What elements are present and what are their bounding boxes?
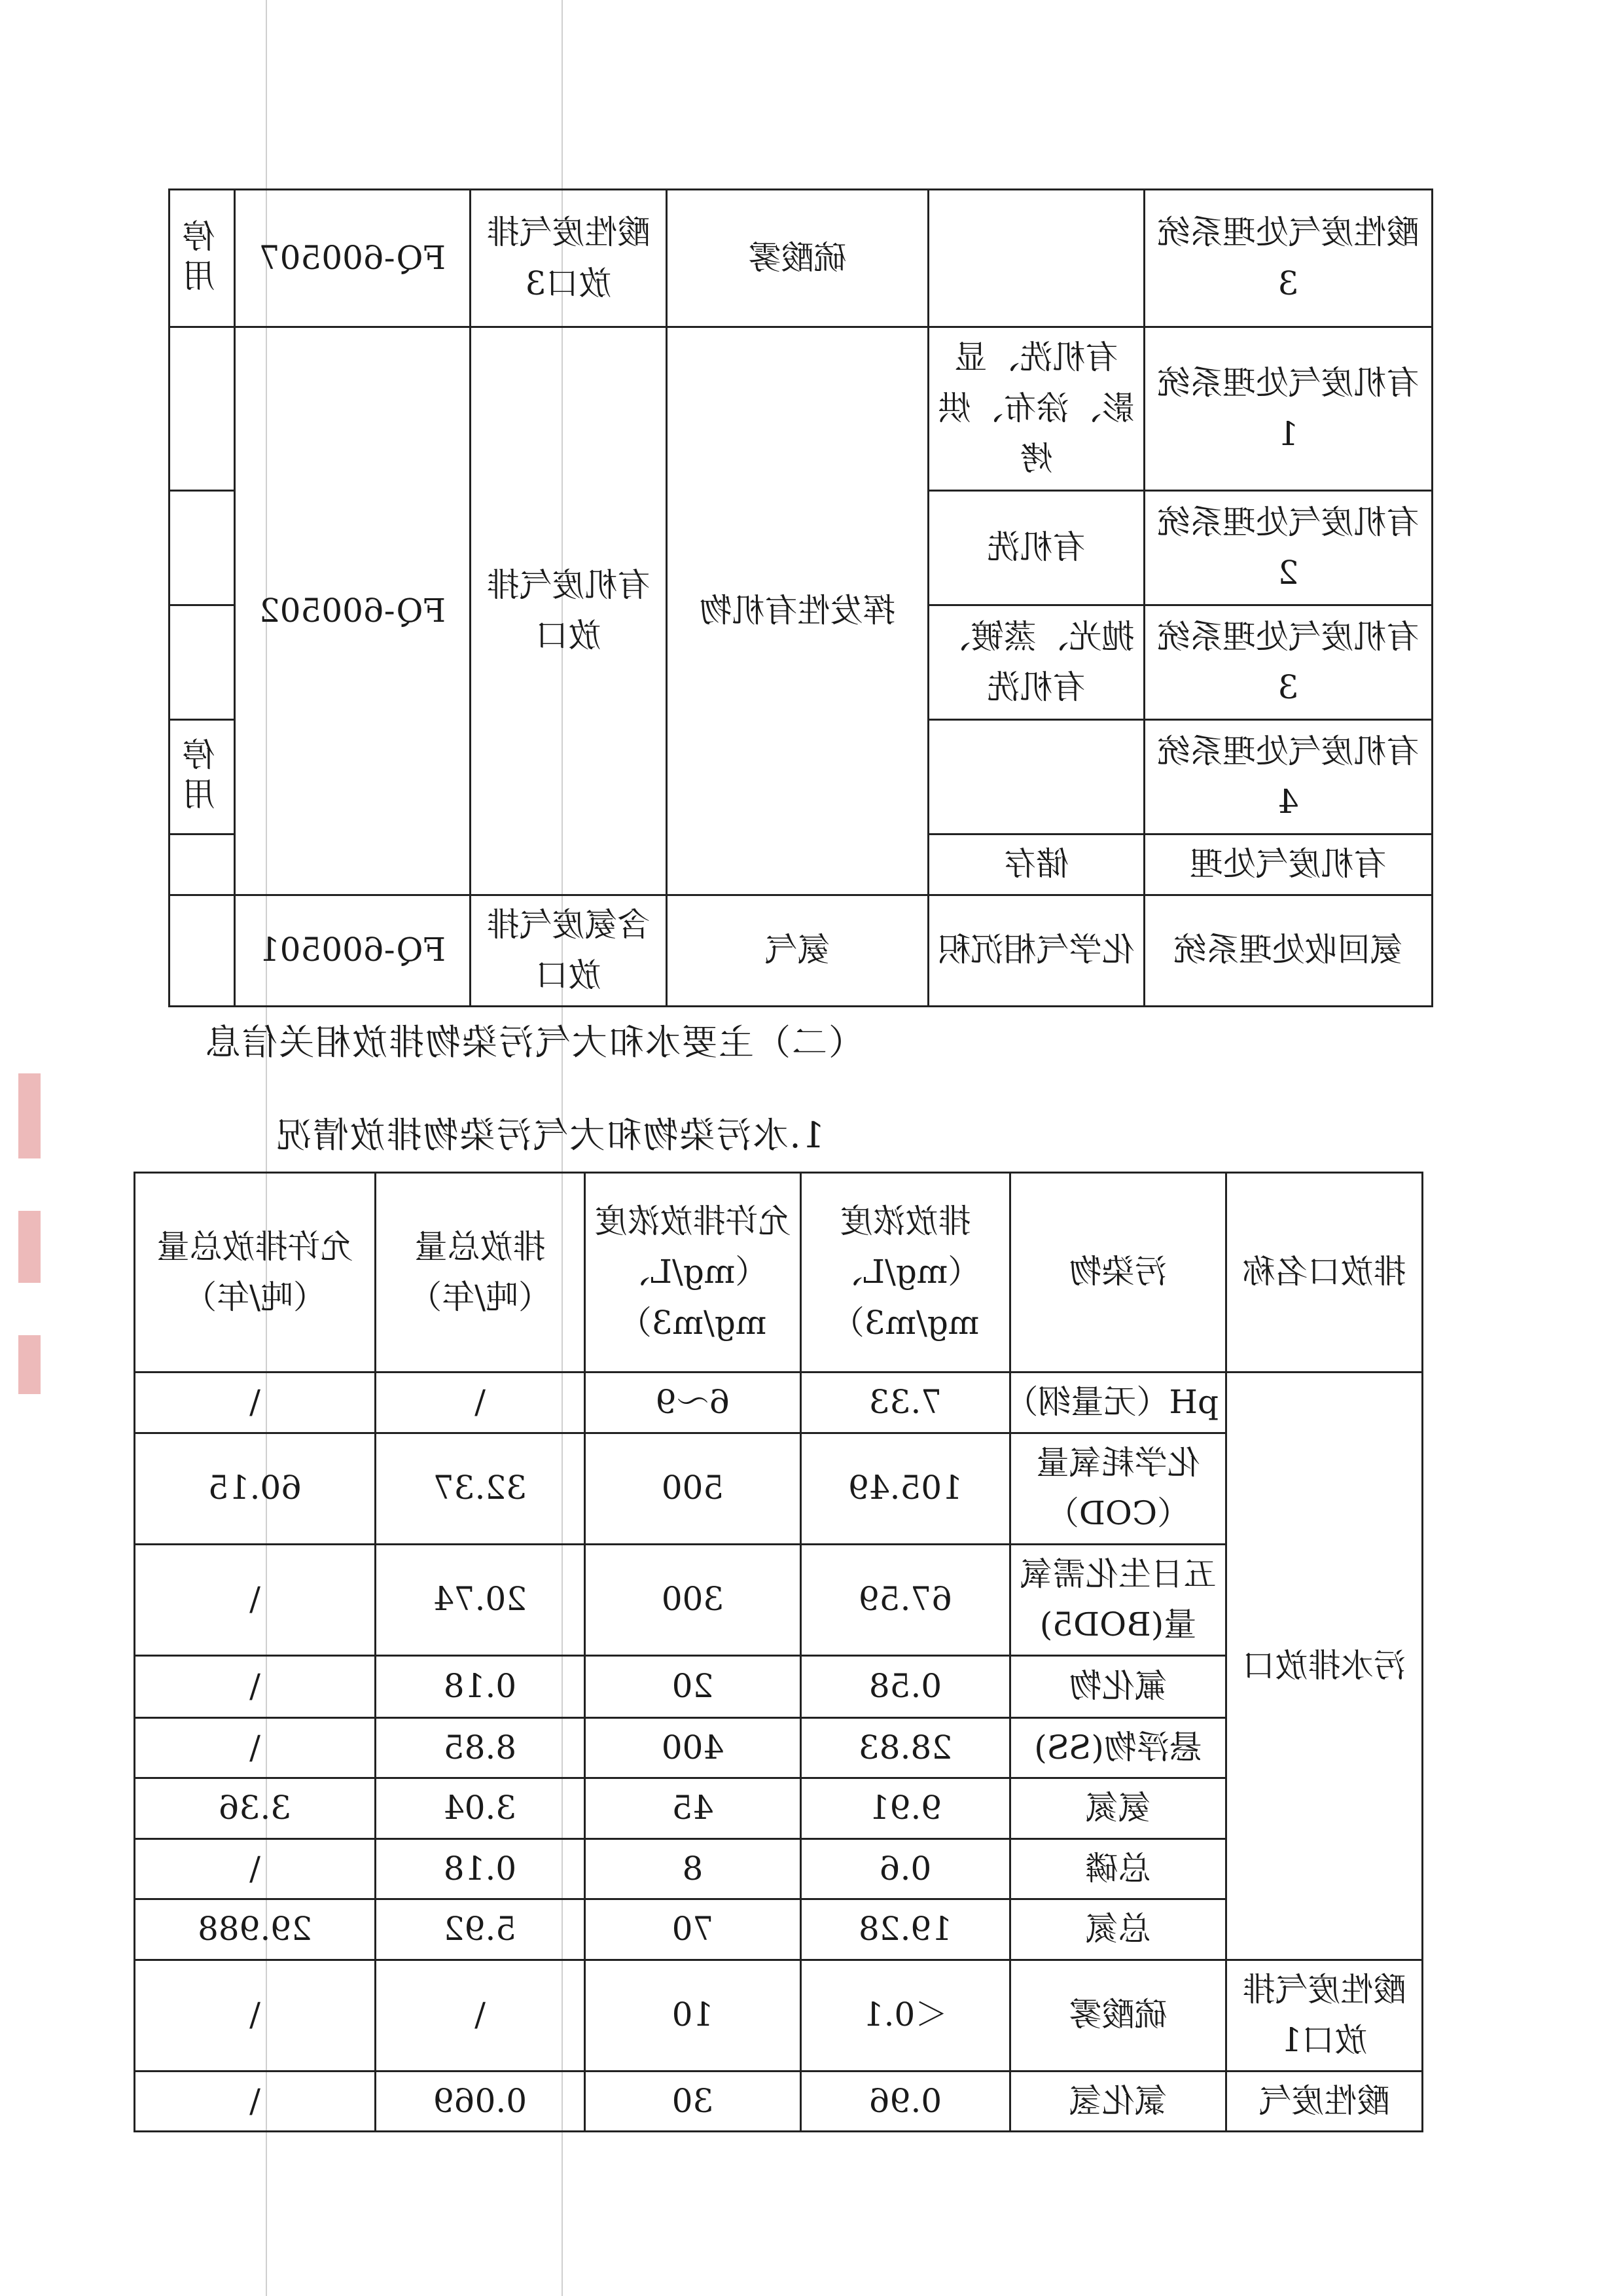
- pollutant-cell: 悬浮物(SS): [1010, 1717, 1226, 1778]
- allowed-total-cell: \: [135, 1544, 376, 1655]
- system-cell: 酸性废气处理系统3: [1145, 190, 1433, 327]
- outlet-code-cell: FQ-600501: [235, 895, 471, 1006]
- process-cell: 抛光、蒸镀、有机洗: [929, 605, 1145, 720]
- allowed-total-cell: \: [135, 1655, 376, 1717]
- process-cell: [929, 720, 1145, 834]
- outlet-name-cell: 酸性废气排放口3: [471, 190, 667, 327]
- header-outlet: 排放口名称: [1226, 1173, 1423, 1372]
- total-cell: 32.37: [376, 1433, 585, 1544]
- total-cell: \: [376, 1960, 585, 2071]
- status-cell: 停用: [169, 190, 235, 327]
- system-cell: 氨回收处理系统: [1145, 895, 1433, 1006]
- outlet-name-cell: 含氨废气排放口: [471, 895, 667, 1006]
- system-cell: 有机废气处理系统1: [1145, 327, 1433, 491]
- process-cell: 有机洗、显影、涂布、烘烤: [929, 327, 1145, 491]
- exhaust-system-table: [168, 188, 1433, 1007]
- concentration-cell: 28.83: [801, 1717, 1010, 1778]
- status-cell: [169, 327, 235, 491]
- table-row: [169, 327, 1433, 491]
- allowed-concentration-cell: 10: [585, 1960, 801, 2071]
- outlet-cell: 酸性废气: [1226, 2071, 1423, 2132]
- concentration-cell: 0.6: [801, 1839, 1010, 1899]
- allowed-total-cell: 60.15: [135, 1433, 376, 1544]
- allowed-concentration-cell: 500: [585, 1433, 801, 1544]
- total-cell: 8.85: [376, 1717, 585, 1778]
- concentration-cell: 0.96: [801, 2071, 1010, 2132]
- concentration-cell: ＜0.1: [801, 1960, 1010, 2071]
- status-cell: [169, 895, 235, 1006]
- table-row: [169, 895, 1433, 1006]
- outlet-code-cell: FQ-600502: [235, 327, 471, 895]
- outlet-name-cell: 有机废气排放口: [471, 327, 667, 895]
- table-row: [135, 1372, 1423, 1433]
- pollutant-cell: 氟化物: [1010, 1655, 1226, 1717]
- allowed-total-cell: 29.988: [135, 1899, 376, 1960]
- allowed-concentration-cell: 6～9: [585, 1372, 801, 1433]
- table-header-row: [135, 1173, 1423, 1372]
- total-cell: 20.74: [376, 1544, 585, 1655]
- section-heading: （二）主要水和大气污染物排放相关信息: [204, 1022, 864, 1063]
- system-cell: 有机废气处理系统2: [1145, 491, 1433, 605]
- outlet-cell: 酸性废气排放口1: [1226, 1960, 1423, 2071]
- table-row: [135, 1960, 1423, 2071]
- outlet-cell: 污水排放口: [1226, 1372, 1423, 1960]
- allowed-total-cell: \: [135, 1372, 376, 1433]
- allowed-total-cell: \: [135, 1960, 376, 2071]
- table-row: [169, 190, 1433, 327]
- concentration-cell: 19.28: [801, 1899, 1010, 1960]
- allowed-concentration-cell: 70: [585, 1899, 801, 1960]
- allowed-concentration-cell: 8: [585, 1839, 801, 1899]
- total-cell: 0.18: [376, 1655, 585, 1717]
- emission-table: [134, 1172, 1423, 2132]
- process-cell: 有机洗: [929, 491, 1145, 605]
- pollutant-cell: 氯化氢: [1010, 2071, 1226, 2132]
- allowed-total-cell: \: [135, 1839, 376, 1899]
- system-cell: 有机废气处理系统3: [1145, 605, 1433, 720]
- allowed-concentration-cell: 30: [585, 2071, 801, 2132]
- concentration-cell: 0.58: [801, 1655, 1010, 1717]
- header-allowed-total: 允许排放总量（吨/年）: [135, 1173, 376, 1372]
- system-cell: 有机废气处理系统4: [1145, 720, 1433, 834]
- process-cell: 储存: [929, 834, 1145, 895]
- header-total: 排放总量（吨/年）: [376, 1173, 585, 1372]
- status-cell: [169, 605, 235, 720]
- allowed-total-cell: \: [135, 1717, 376, 1778]
- process-cell: [929, 190, 1145, 327]
- pollutant-cell: 硫酸雾: [667, 190, 929, 327]
- total-cell: \: [376, 1372, 585, 1433]
- pollutant-cell: 总磷: [1010, 1839, 1226, 1899]
- total-cell: 0.18: [376, 1839, 585, 1899]
- table-row: [135, 2071, 1423, 2132]
- pollutant-cell: pH（无量纲）: [1010, 1372, 1226, 1433]
- allowed-concentration-cell: 300: [585, 1544, 801, 1655]
- status-cell: [169, 491, 235, 605]
- total-cell: 3.04: [376, 1778, 585, 1839]
- header-concentration: 排放浓度（mg/L、mg/m3）: [801, 1173, 1010, 1372]
- status-cell: 停用: [169, 720, 235, 834]
- allowed-total-cell: \: [135, 2071, 376, 2132]
- pollutant-cell: 氨氮: [1010, 1778, 1226, 1839]
- concentration-cell: 67.59: [801, 1544, 1010, 1655]
- outlet-code-cell: FQ-600507: [235, 190, 471, 327]
- status-cell: [169, 834, 235, 895]
- pollutant-cell: 化学耗氧量（COD）: [1010, 1433, 1226, 1544]
- concentration-cell: 9.91: [801, 1778, 1010, 1839]
- allowed-total-cell: 3.36: [135, 1778, 376, 1839]
- system-cell: 有机废气处理: [1145, 834, 1433, 895]
- pollutant-cell: 五日生化需氧量(BOD5): [1010, 1544, 1226, 1655]
- total-cell: 0.069: [376, 2071, 585, 2132]
- pollutant-cell: 总氮: [1010, 1899, 1226, 1960]
- process-cell: 化学气相沉积: [929, 895, 1145, 1006]
- concentration-cell: 7.33: [801, 1372, 1010, 1433]
- pollutant-cell: 氨气: [667, 895, 929, 1006]
- pollutant-cell: 挥发性有机物: [667, 327, 929, 895]
- allowed-concentration-cell: 45: [585, 1778, 801, 1839]
- subsection-heading: 1.水污染物和大气污染物排放情况: [275, 1115, 825, 1156]
- allowed-concentration-cell: 20: [585, 1655, 801, 1717]
- header-pollutant: 污染物: [1010, 1173, 1226, 1372]
- total-cell: 5.92: [376, 1899, 585, 1960]
- header-allowed-concentration: 允许排放浓度（mg/L、mg/m3）: [585, 1173, 801, 1372]
- allowed-concentration-cell: 400: [585, 1717, 801, 1778]
- pollutant-cell: 硫酸雾: [1010, 1960, 1226, 2071]
- concentration-cell: 105.49: [801, 1433, 1010, 1544]
